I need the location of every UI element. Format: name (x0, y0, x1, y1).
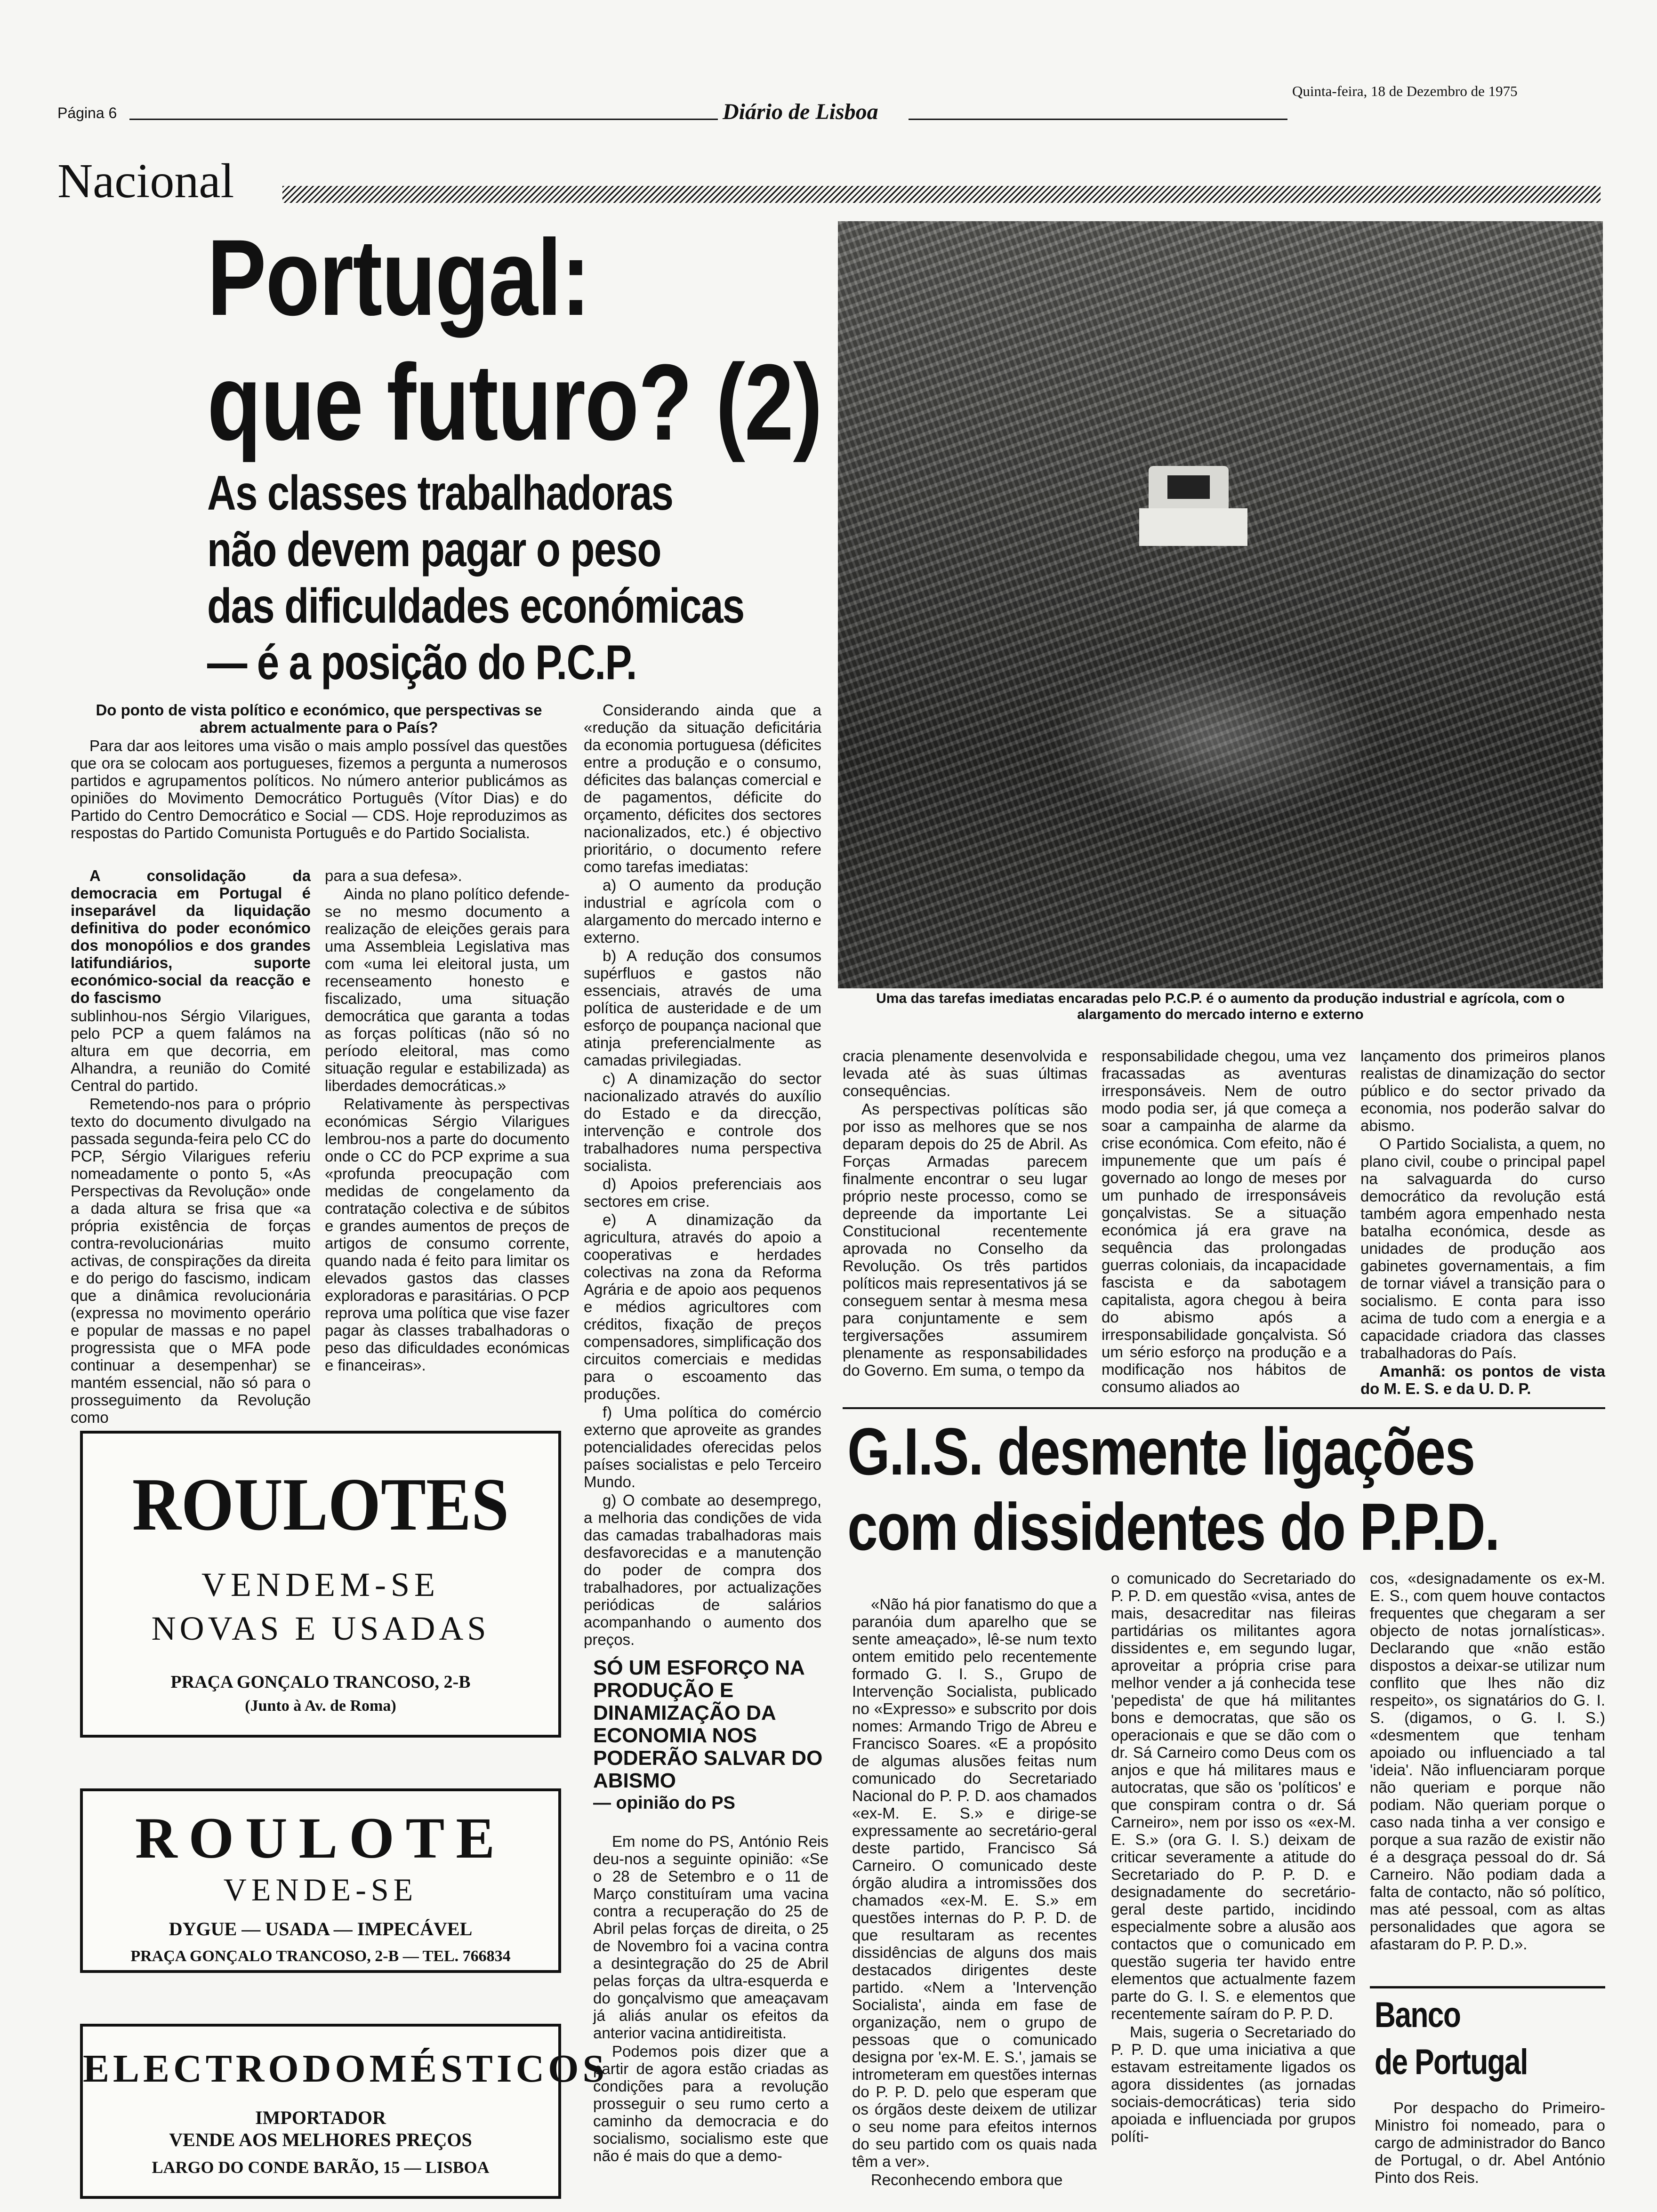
banco-divider (1370, 1986, 1605, 1988)
task-a: a) O aumento da produção industrial e agrícola com o alargamento do mercado interno e externo. (584, 876, 821, 946)
ad2-title: ROULOTE (135, 1806, 507, 1870)
ad3-line1: IMPORTADOR (255, 2107, 386, 2128)
ad-electrodomesticos (80, 2024, 609, 2199)
subheadline-1: As classes trabalhadoras (207, 466, 673, 521)
gis-p4: Mais, sugeria o Secretariado do P. P. D. que uma iniciativa a que estavam estreitamente ligados os agora dissidentes (as jornadas sociais-democráticas) teria sido apoiada e influenciada por grupos políti- (1111, 2023, 1356, 2145)
col3-p1: Considerando ainda que a «redução da situação deficitária da economia portuguesa (déficites entre a produção e o consumo, déficites das balanças comercial e de pagamentos, déficite do orçamento, déficites dos sectores nacionalizados, etc.) é objectivo prioritário, o documento refere como tarefas imediatas: (584, 701, 821, 875)
col6-p1: lançamento dos primeiros planos realistas de dinamização do sector público e do sector privado da economia, nos poderão salvar do abismo. (1360, 1047, 1605, 1134)
col2-p2: Ainda no plano político defende-se no mesmo documento a realização de eleições gerais para uma Assembleia Legislativa mas com «uma lei eleitoral justa, um recenseamento honesto e fiscalizado, uma situação democrática que garanta a todas as forças políticas (não só no período eleitoral, mas como situação regular e estabilizada) as liberdades democráticas.» (325, 885, 570, 1094)
gis-column-2 (1111, 1570, 1356, 2146)
col2-p1: para a sua defesa». (325, 867, 462, 884)
col2-p3: Relativamente às perspectivas económicas Sérgio Vilarigues lembrou-nos a parte do documento onde o CC do PCP exprime a sua «profunda preocupação com medidas de congelamento da contratação colectiva e de súbitos e grandes aumentos de preços de artigos de consumo corrente, quando nada é feito para limitar os elevados gastos das classes exploradoras e parasitárias. O PCP reprova uma política que vise fazer pagar às classes trabalhadoras o peso das dificuldades económicas e financeiras». (325, 1095, 570, 1374)
page-number: Página 6 (57, 104, 117, 121)
ps-paragraph-2: Podemos pois dizer que a partir de agora estão criadas as condições para a revolução prosseguir o seu rumo certo a caminho da democracia e do socialismo, socialismo este que não é mais do que a demo- (593, 2043, 828, 2164)
next-issue-note: Amanhã: os pontos de vista do M. E. S. e da U. D. P. (1360, 1362, 1605, 1397)
ps-paragraph-1: Em nome do PS, António Reis deu-nos a seguinte opinião: «Se o 28 de Setembro e o 11 de Março constituíram uma vacina contra a recuperação do 25 de Abril pelas forças de direita, o 25 de Novembro foi a vacina contra a desintegração do 25 de Abril pelas forças da ultra-esquerda e do gonçalvismo que ameaçavam já aliás anular os efeitos da anterior vacina antidireitista. (593, 1833, 828, 2042)
intro-block (71, 701, 567, 842)
article-column-1 (71, 867, 311, 1427)
gis-p1: «Não há pior fanatismo do que a paranóia dum aparelho que se sente ameaçado», lê-se num texto ontem emitido pelo recentemente formado G. I. S., Grupo de Intervenção Socialista, publicado no «Expresso» e subscrito por dois nomes: Armando Trigo de Abreu e Francisco Soares. «E a propósito de algumas alusões feitas num comunicado do Secretariado Nacional do P. P. D. aos chamados «ex-M. E. S.» e dirige-se expressamente ao secretário-geral deste partido, Francisco Sá Carneiro. O comunicado deste órgão aludira a intromissões dos chamados «ex-M. E. S.» em questões internas do P. P. D. de que resultaram as recentes dissidências de alguns dos mais destacados dirigentes deste partido. «Nem a 'Intervenção Socialista', ainda em fase de organização, nem o grupo de pessoas que o comunicado designa por 'ex-M. E. S.', jamais se intrometeram em questões internas do P. P. D. pelo que esperam que os órgãos deste deixem de utilizar o seu nome para efeitos internos do seu partido com os quais nada têm a ver». (852, 1595, 1097, 2170)
ad1-title: ROULOTES (132, 1462, 509, 1546)
photo-caption: Uma das tarefas imediatas encaradas pelo P.C.P. é o aumento da produção industrial e agrícola, com o alargamento do mercado interno e externo (876, 991, 1565, 1022)
gis-column-3 (1370, 1570, 1605, 1954)
ad2-line1: VENDE-SE (223, 1872, 418, 1907)
subheadline-4: — é a posição do P.C.P. (207, 635, 636, 690)
article-column-6 (1360, 1047, 1605, 1398)
col4-p1: cracia plenamente desenvolvida e levada até às suas últimas consequências. (843, 1047, 1087, 1099)
subheadline-2: não devem pagar o peso (207, 522, 661, 577)
ad2-address: PRAÇA GONÇALO TRANCOSO, 2-B — TEL. 766834 (130, 1948, 511, 1965)
header-rule-left (129, 119, 718, 120)
ad-roulote (80, 1788, 561, 1973)
task-e: e) A dinamização da agricultura, através do apoio a cooperativas e herdades colectivas na zona da Reforma Agrária e de apoio aos pequenos e médios agricultores com créditos, fixação de preços compensadores, simplificação dos circuitos comerciais e medidas para o escoamento das produções. (584, 1211, 821, 1403)
col6-p2: O Partido Socialista, a quem, no plano civil, coube o principal papel na salvaguarda do curso democrático da revolução está também agora empenhado nesta batalha económica, desde as unidades de produção aos gabinetes governamentais, a fim de tornar viável a transição para o socialismo. E conta para isso acima de tudo com a energia e a capacidade criadora das classes trabalhadoras do País. (1360, 1135, 1605, 1362)
ad1-line2: NOVAS E USADAS (151, 1610, 490, 1647)
ad1-note: (Junto à Av. de Roma) (245, 1697, 396, 1715)
subheadline-3: das dificuldades económicas (207, 579, 744, 633)
ad1-line1: VENDEM-SE (201, 1566, 440, 1603)
task-c: c) A dinamização do sector nacionalizado através do auxílio do Estado e da direcção, intervenção e controle dos trabalhadores numa perspectiva socialista. (584, 1070, 821, 1174)
intro-paragraph: Para dar aos leitores uma visão o mais amplo possível das questões que ora se colocam aos portugueses, fizemos a pergunta a numerosos partidos e agrupamentos políticos. No número anterior publicámos as opiniões do Movimento Democrático Português (Vítor Dias) e do Partido do Centro Democrático e Social — CDS. Hoje reproduzimos as respostas do Partido Comunista Português e do Partido Socialista. (71, 737, 567, 842)
divider-bottom (843, 1407, 1605, 1409)
article-column-5 (1102, 1047, 1346, 1396)
gis-headline-1: G.I.S. desmente ligações (847, 1414, 1475, 1489)
headline-line1: Portugal: (207, 217, 590, 338)
pcp-lead: A consolidação da democracia em Portugal é inseparável da liquidação definitiva do poder económico dos monopólios e dos grandes latifundiários, suporte económico-social da reacção e do fascismo (71, 867, 311, 1006)
tractor-field-photo (838, 221, 1603, 988)
gis-p2: Reconhecendo embora que (871, 2171, 1063, 2188)
ad3-line2: VENDE AOS MELHORES PREÇOS (169, 2129, 472, 2150)
section-hatch (282, 186, 1601, 203)
issue-date: Quinta-feira, 18 de Dezembro de 1975 (1292, 83, 1518, 99)
gis-p5: cos, «designadamente os ex-M. E. S., com quem houve contactos frequentes que chegaram a ser objecto de notas jornalísticas». Declarando que «não estão dispostos a deixar-se utilizar num conflito que lhes não diz respeito», os signatários do G. I. S. (digamos, o G. I. S.) «desmentem que tenham apoiado ou influenciado a tal 'ideia'. Não influenciaram porque não queriam e porque não podiam. Não queriam porque o caso nada tinha a ver consigo e porque a sua razão de existir não é a desgraça pessoal do dr. Sá Carneiro. Não podiam dada a falta de contacto, não só político, mas até pessoal, com as altas personalidades que agora se afastaram do P. P. D.». (1370, 1570, 1605, 1953)
tractor-icon (1139, 466, 1247, 551)
gis-headline-2: com dissidentes do P.P.D. (847, 1490, 1499, 1564)
ps-opinion-box (593, 1657, 828, 2165)
task-d: d) Apoios preferenciais aos sectores em crise. (584, 1175, 821, 1210)
task-f: f) Uma política do comércio externo que aproveite as grandes potencialidades oferecidas pelos países socialistas e pelo Terceiro Mundo. (584, 1403, 821, 1491)
banco-headline-2: de Portugal (1375, 2042, 1528, 2082)
pcp-paragraph: Remetendo-nos para o próprio texto do documento divulgado na passada segunda-feira pelo CC do PCP, Sérgio Vilarigues referiu nomeadamente o ponto 5, «As Perspectivas da Revolução» onde a dada altura se frisa que «a própria existência de forças contra-revolucionárias muito activas, de conspirações da direita e do perigo do fascismo, indicam que a dinâmica revolucionária (expressa no movimento operário e popular de massas e no papel progressista que o MFA pode continuar a desempenhar) se mantém essencial, não só para o prosseguimento da Revolução como (71, 1095, 311, 1426)
banco-text (1375, 2099, 1605, 2187)
ad3-title: ELECTRODOMÉSTICOS (83, 2047, 609, 2091)
article-column-4 (843, 1047, 1087, 1380)
masthead: Diário de Lisboa (723, 99, 878, 124)
pcp-lead-cont: sublinhou-nos Sérgio Vilarigues, pelo PCP a quem falámos na altura em que decorria, em Alhandra, a reunião do Comité Central do partido. (71, 1007, 311, 1094)
section-title: Nacional (57, 154, 234, 208)
header-rule-right (909, 119, 1287, 120)
intro-question: Do ponto de vista político e económico, que perspectivas se abrem actualmente para o País? (96, 701, 542, 736)
task-g: g) O combate ao desemprego, a melhoria das condições de vida das camadas trabalhadoras mais desfavorecidas e a manutenção do poder de compra dos trabalhadores, por actualizações periódicas de salários acompanhando o aumento dos preços. (584, 1491, 821, 1648)
article-column-3 (584, 701, 821, 1649)
article-column-2 (325, 867, 570, 1375)
ps-box-title: SÓ UM ESFORÇO NA PRODUÇÃO E DINAMIZAÇÃO DA ECONOMIA NOS PODERÃO SALVAR DO ABISMO (593, 1656, 823, 1792)
ad3-address: LARGO DO CONDE BARÃO, 15 — LISBOA (152, 2158, 490, 2177)
col5-p1: responsabilidade chegou, uma vez fracassadas as aventuras irresponsáveis. Nem de outro modo podia ser, já que começa a soar a campainha de alarme da crise económica. Com efeito, não é impunemente que um país é governado ao longo de meses por um punhado de irresponsáveis gonçalvistas. Se a situação económica já era grave na sequência das prolongadas guerras coloniais, da incapacidade fascista e da sabotagem capitalista, agora chegou à beira do abismo após a irresponsabilidade gonçalvista. Só um sério esforço na produção e a modificação nos hábitos de consumo aliados ao (1102, 1047, 1346, 1395)
gis-p3: o comunicado do Secretariado do P. P. D. em questão «visa, antes de mais, desacreditar nas fileiras partidárias os militantes agora dissidentes e, em segundo lugar, aproveitar a própria crise para melhor vender a já conhecida tese 'pepedista' de que há militantes bons e democratas, que são os operacionais e que se dão com o dr. Sá Carneiro como Deus com os anjos e que há militares maus e autocratas, que são os 'políticos' e que conspiram contra o dr. Sá Carneiro», nem por isso os «ex-M. E. S.» (ora G. I. S.) deixam de criticar severamente a atitude do Secretariado do P. P. D. e designadamente do secretário-geral deste partido, incidindo especialmente sobre a alusão aos contactos que o comunicado em questão sugeria ter havido entre elementos que actualmente fazem parte do G. I. S. e elementos que recentemente saíram do P. P. D. (1111, 1570, 1356, 2022)
banco-headline-1: Banco (1375, 1995, 1461, 2035)
headline-line2: que futuro? (2) (207, 342, 822, 463)
ad1-address: PRAÇA GONÇALO TRANCOSO, 2-B (170, 1672, 471, 1692)
ad-roulotes (80, 1431, 561, 1738)
ad2-line2: DYGUE — USADA — IMPECÁVEL (169, 1918, 473, 1940)
ps-box-byline: — opinião do PS (593, 1793, 735, 1813)
gis-column-1 (852, 1595, 1097, 2189)
task-b: b) A redução dos consumos supérfluos e gastos não essenciais, através de uma política de austeridade e de um esforço de poupança nacional que atinja preferencialmente as camadas privilegiadas. (584, 947, 821, 1069)
banco-paragraph: Por despacho do Primeiro-Ministro foi nomeado, para o cargo de administrador do Banco de Portugal, o dr. Abel António Pinto dos Reis. (1375, 2099, 1605, 2186)
col4-p2: As perspectivas políticas são por isso as melhores que se nos deparam depois do 25 de Abril. As Forças Armadas parecem finalmente encontrar o seu lugar próprio neste processo, como se depreende da importante Lei Constitucional recentemente aprovada no Conselho da Revolução. Os três partidos políticos mais representativos já se conseguem sentar à mesma mesa para conjuntamente e sem tergiversações assumirem plenamente as responsabilidades do Governo. Em suma, o tempo da (843, 1100, 1087, 1379)
